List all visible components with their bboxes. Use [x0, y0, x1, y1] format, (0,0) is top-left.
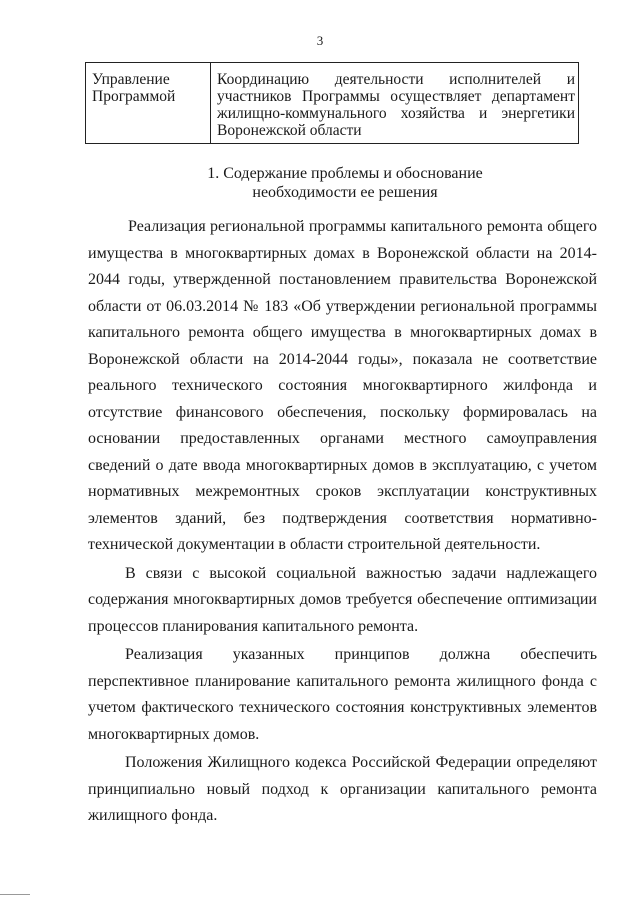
page-number: 3	[316, 33, 324, 48]
section-heading	[180, 164, 510, 202]
section-heading-line-1: 1. Содержание проблемы и обоснование	[207, 165, 483, 182]
paragraph-3: Реализация указанных принципов должна обеспечить перспективное планирование капитального ремонта жилищного фонда с учетом фактического технического состояния конструктивных элементов многоквартирных домов.	[88, 646, 597, 743]
table-row	[86, 63, 579, 144]
bottom-rule	[0, 894, 30, 895]
paragraph-4: Положения Жилищного кодекса Российской Федерации определяют принципиально новый подход к организации капитального ремонта жилищного фонда.	[88, 754, 597, 824]
program-info-table	[85, 62, 579, 144]
table-label-cell: Управление Программой	[86, 63, 211, 144]
section-heading-line-2: необходимости ее решения	[252, 184, 438, 201]
paragraph-2: В связи с высокой социальной важностью задачи надлежащего содержания многоквартирных домов требуется обеспечение оптимизации процессов планирования капитального ремонта.	[88, 564, 597, 635]
paragraph-1: Реализация региональной программы капитального ремонта общего имущества в многоквартирных домах в Воронежской области на 2014-2044 годы, утвержденной постановлением правительства Воронежской области от 06.03.2014 № 183 «Об утверждении региональной программы капитального ремонта общего имущества в многоквартирных домах в Воронежской области на 2014-2044 годы», показала не соответствие реального технического состояния многоквартирного жилфонда и отсутствие финансового обеспечения, поскольку формировалась на основании предоставленных органами местного самоуправления сведений о дате ввода многоквартирных домов в эксплуатацию, с учетом нормативных межремонтных сроков эксплуатации конструктивных элементов зданий, без подтверждения соответствия нормативно-технической документации в области строительной деятельности.	[88, 218, 597, 553]
table-value-cell: Координацию деятельности исполнителей и участников Программы осуществляет департамент жилищно-коммунального хозяйства и энергетики Воронежской области	[211, 63, 579, 144]
body-text	[88, 214, 597, 832]
